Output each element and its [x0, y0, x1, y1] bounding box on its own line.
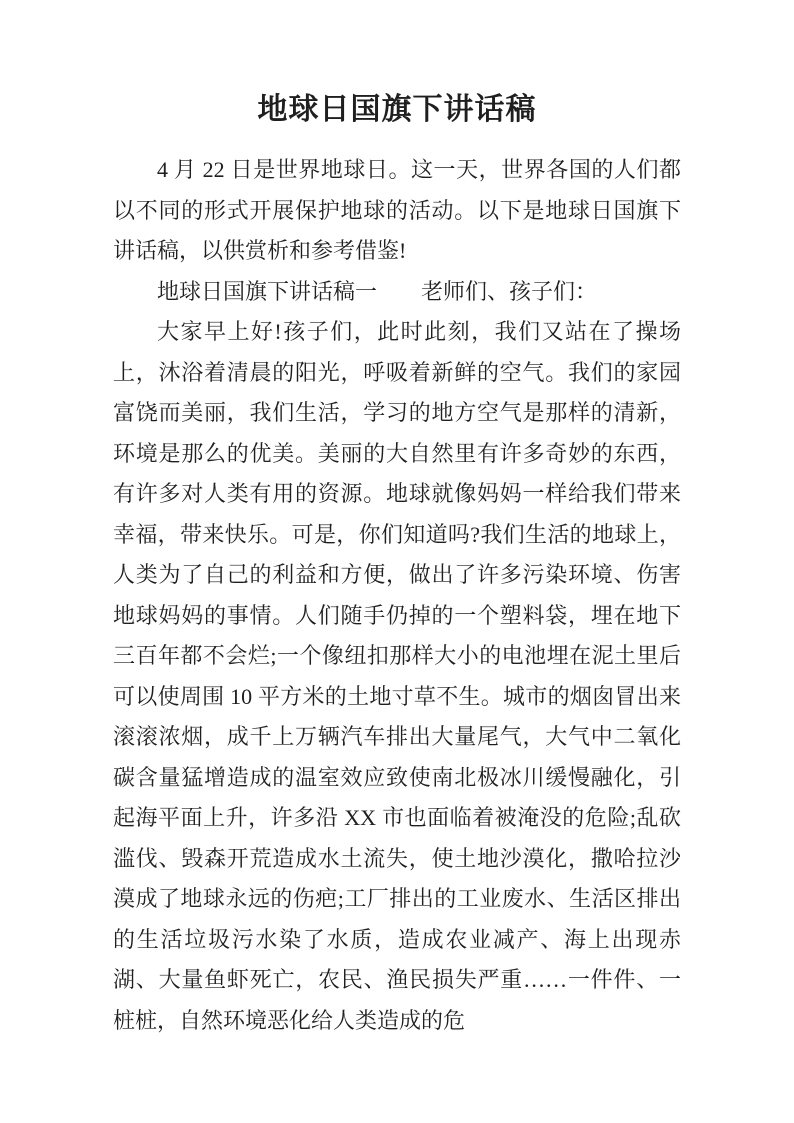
document-title: 地球日国旗下讲话稿 — [257, 93, 537, 126]
paragraph-intro: 4 月 22 日是世界地球日。这一天，世界各国的人们都以不同的形式开展保护地球的活动。以下是地球日国旗下讲话稿，以供赏析和参考借鉴! — [113, 157, 681, 263]
paragraph-speech-body: 大家早上好!孩子们，此时此刻，我们又站在了操场上，沐浴着清晨的阳光，呼吸着新鲜的空气。我们的家园富饶而美丽，我们生活，学习的地方空气是那样的清新，环境是那么的优美。美丽的大自然里有许多奇妙的东西，有许多对人类有用的资源。地球就像妈妈一样给我们带来幸福，带来快乐。可是，你们知道吗?我们生活的地球上，人类为了自己的利益和方便，做出了许多污染环境、伤害地球妈妈的事情。人们随手仍掉的一个塑料袋，埋在地下三百年都不会烂;一个像纽扣那样大小的电池埋在泥土里后可以使周围 10 平方米的土地寸草不生。城市的烟囱冒出来滚滚浓烟，成千上万辆汽车排出大量尾气，大气中二氧化碳含量猛增造成的温室效应致使南北极冰川缓慢融化，引起海平面上升，许多沿 XX 市也面临着被淹没的危险;乱砍滥伐、毁森开荒造成水土流失，使土地沙漠化，撒哈拉沙漠成了地球永远的伤疤;工厂排出的工业废水、生活区排出的生活垃圾污水染了水质，造成农业减产、海上出现赤湖、大量鱼虾死亡，农民、渔民损失严重……一件件、一桩桩，自然环境恶化给人类造成的危 — [113, 319, 681, 1033]
document-body — [113, 150, 681, 1041]
paragraph-salutation: 地球日国旗下讲话稿一 老师们、孩子们： — [157, 278, 598, 304]
